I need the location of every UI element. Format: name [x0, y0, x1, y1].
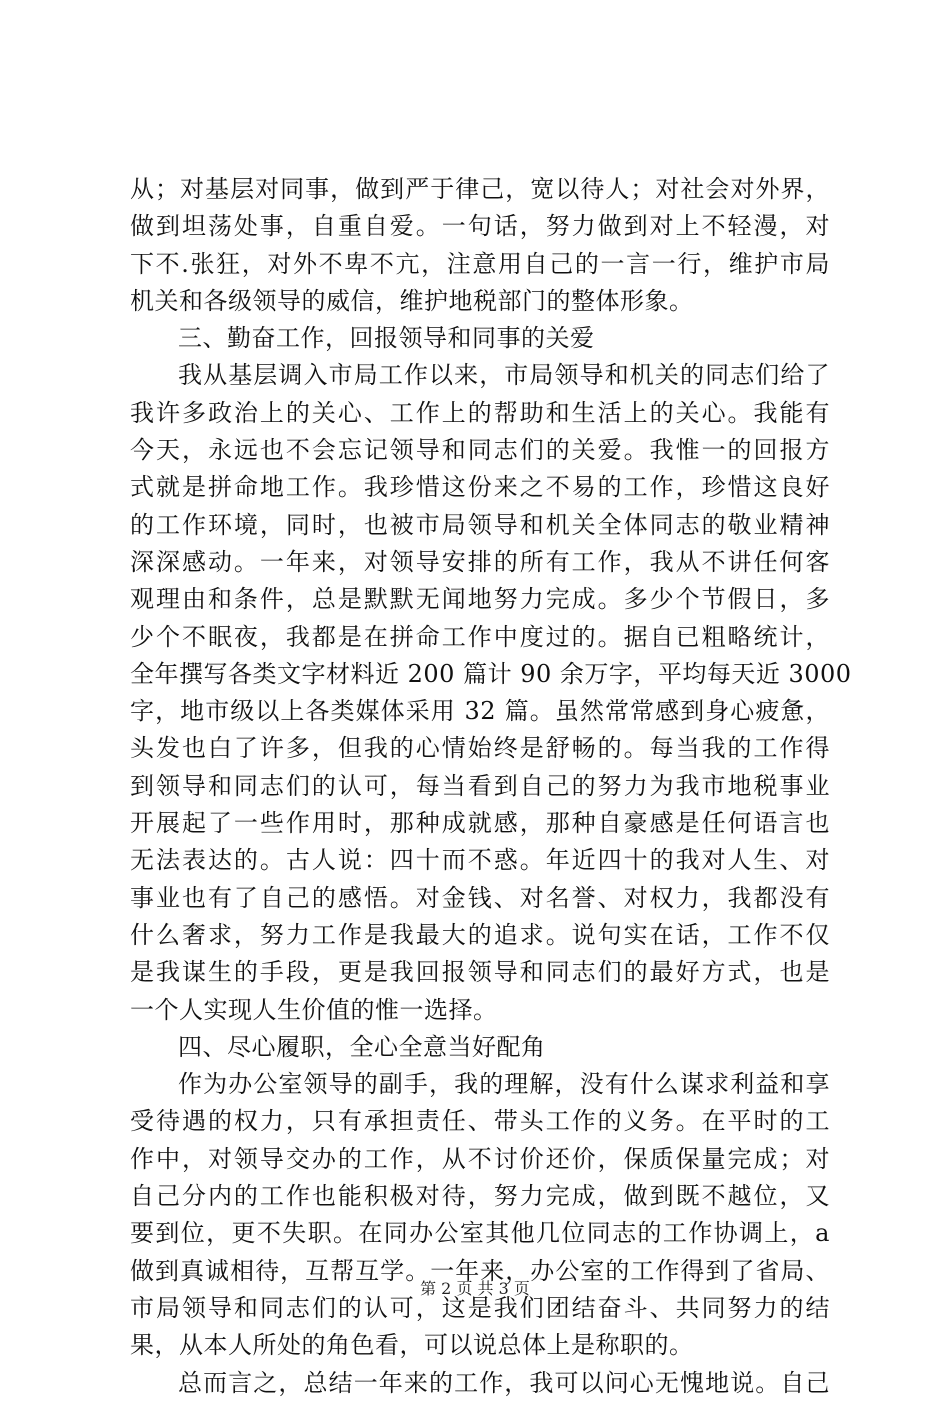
text-line: 无法表达的。古人说：四十而不惑。年近四十的我对人生、对 [130, 846, 830, 875]
text-line: 式就是拼命地工作。我珍惜这份来之不易的工作，珍惜这良好 [130, 473, 830, 502]
text-line: 自己分内的工作也能积极对待，努力完成，做到既不越位，又 [130, 1182, 830, 1211]
text-line: 市局领导和同志们的认可，这是我们团结奋斗、共同努力的结 [130, 1293, 830, 1322]
text-line: 全年撰写各类文字材料近 200 篇计 90 余万字，平均每天近 3000 [130, 659, 852, 688]
text-line: 我许多政治上的关心、工作上的帮助和生活上的关心。我能有 [130, 398, 830, 427]
text-line: 机关和各级领导的威信，维护地税部门的整体形象。 [130, 286, 694, 315]
page-footer: 第 2 页 共 3 页 [420, 1279, 530, 1298]
text-line: 总而言之，总结一年来的工作，我可以问心无愧地说。自己 [178, 1368, 830, 1397]
text-line: 字，地市级以上各类媒体采用 32 篇。虽然常常感到身心疲惫， [130, 697, 830, 726]
text-line: 少个不眠夜，我都是在拼命工作中度过的。据自已粗略统计， [130, 622, 830, 651]
text-line: 今天，永远也不会忘记领导和同志们的关爱。我惟一的回报方 [130, 436, 830, 465]
text-line: 四、尽心履职，全心全意当好配角 [178, 1032, 546, 1061]
text-line: 深深感动。一年来，对领导安排的所有工作，我从不讲任何客 [130, 547, 830, 576]
text-line: 下不.张狂，对外不卑不亢，注意用自己的一言一行，维护市局 [130, 249, 830, 278]
text-line: 三、勤奋工作，回报领导和同事的关爱 [178, 324, 595, 353]
text-line: 是我谋生的手段，更是我回报领导和同志们的最好方式，也是 [130, 958, 830, 987]
text-line: 我从基层调入市局工作以来，市局领导和机关的同志们给了 [178, 361, 830, 390]
text-line: 到领导和同志们的认可，每当看到自己的努力为我市地税事业 [130, 771, 830, 800]
text-line: 的工作环境，同时，也被市局领导和机关全体同志的敬业精神 [130, 510, 830, 539]
document-body [130, 171, 852, 1402]
text-line: 做到坦荡处事，自重自爱。一句话，努力做到对上不轻漫，对 [130, 212, 830, 241]
text-line: 要到位，更不失职。在同办公室其他几位同志的工作协调上，a [130, 1219, 830, 1248]
text-line: 做到真诚相待，互帮互学。一年来，办公室的工作得到了省局、 [130, 1256, 830, 1285]
text-line: 开展起了一些作用时，那种成就感，那种自豪感是任何语言也 [130, 809, 830, 838]
text-line: 作为办公室领导的副手，我的理解，没有什么谋求利益和享 [178, 1070, 830, 1099]
text-line: 一个人实现人生价值的惟一选择。 [130, 995, 498, 1024]
text-line: 从；对基层对同事，做到严于律己，宽以待人；对社会对外界， [130, 175, 830, 203]
text-line: 观理由和条件，总是默默无闻地努力完成。多少个节假日，多 [130, 585, 830, 614]
text-line: 什么奢求，努力工作是我最大的追求。说句实在话，工作不仅 [130, 920, 830, 949]
text-line: 作中，对领导交办的工作，从不讨价还价，保质保量完成；对 [130, 1144, 830, 1173]
text-line: 受待遇的权力，只有承担责任、带头工作的义务。在平时的工 [130, 1107, 830, 1136]
text-line: 事业也有了自己的感悟。对金钱、对名誉、对权力，我都没有 [130, 883, 830, 912]
text-line: 果，从本人所处的角色看，可以说总体上是称职的。 [130, 1331, 694, 1360]
text-line: 头发也白了许多，但我的心情始终是舒畅的。每当我的工作得 [130, 734, 830, 763]
